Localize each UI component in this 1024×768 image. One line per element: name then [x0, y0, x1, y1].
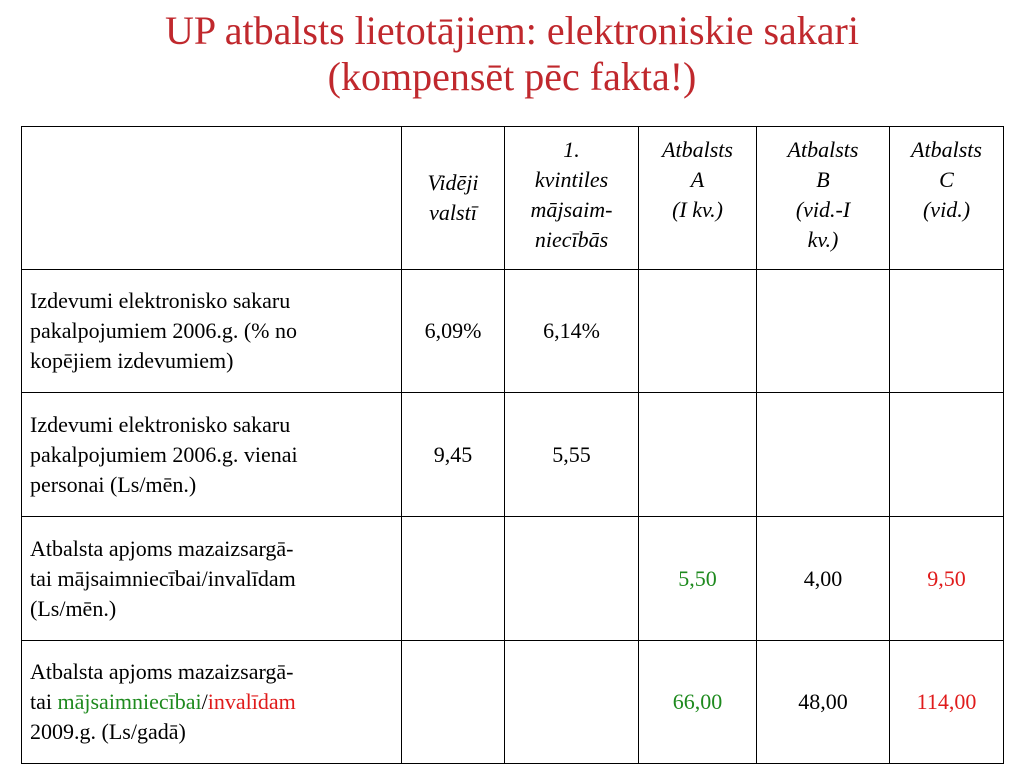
- row-label: Atbalsta apjoms mazaizsargā- tai mājsaimniecībai/invalīdam (Ls/mēn.): [22, 517, 402, 641]
- cell-first-quintile: [505, 641, 639, 764]
- cell-support-a: 5,50: [639, 517, 757, 641]
- cell-support-b: 48,00: [757, 641, 890, 764]
- header-support-a: Atbalsts A (I kv.): [639, 127, 757, 270]
- row-label: Izdevumi elektronisko sakaru pakalpojumiem 2006.g. (% no kopējiem izdevumiem): [22, 270, 402, 393]
- row-label: Atbalsta apjoms mazaizsargā- tai mājsaimniecībai/invalīdam 2009.g. (Ls/gadā): [22, 641, 402, 764]
- cell-national-average: 6,09%: [402, 270, 505, 393]
- table-row: [22, 517, 1004, 641]
- cell-support-a: [639, 270, 757, 393]
- header-support-b: Atbalsts B (vid.-I kv.): [757, 127, 890, 270]
- cell-first-quintile: 6,14%: [505, 270, 639, 393]
- cell-first-quintile: 5,55: [505, 393, 639, 517]
- cell-support-c: 9,50: [890, 517, 1004, 641]
- cell-support-a: 66,00: [639, 641, 757, 764]
- slide-title: [0, 8, 1024, 100]
- cell-support-c: 114,00: [890, 641, 1004, 764]
- header-row: [22, 127, 1004, 270]
- cell-support-a: [639, 393, 757, 517]
- header-support-c: Atbalsts C (vid.): [890, 127, 1004, 270]
- table-row: [22, 393, 1004, 517]
- cell-support-b: [757, 393, 890, 517]
- header-national-average: Vidēji valstī: [402, 127, 505, 270]
- cell-support-c: [890, 393, 1004, 517]
- cell-national-average: [402, 641, 505, 764]
- cell-first-quintile: [505, 517, 639, 641]
- header-first-quintile: 1. kvintiles mājsaim- niecībās: [505, 127, 639, 270]
- title-line-1: UP atbalsts lietotājiem: elektroniskie sakari: [165, 8, 859, 53]
- support-table: [21, 126, 1004, 764]
- cell-support-b: [757, 270, 890, 393]
- cell-national-average: 9,45: [402, 393, 505, 517]
- cell-national-average: [402, 517, 505, 641]
- row-label: Izdevumi elektronisko sakaru pakalpojumiem 2006.g. vienai personai (Ls/mēn.): [22, 393, 402, 517]
- title-line-2: (kompensēt pēc fakta!): [327, 54, 697, 99]
- disabled-person-label: invalīdam: [207, 689, 296, 714]
- header-empty-cell: [22, 127, 402, 270]
- cell-support-b: 4,00: [757, 517, 890, 641]
- household-label: mājsaimniecībai: [57, 689, 202, 714]
- table-row: [22, 641, 1004, 764]
- table-row: [22, 270, 1004, 393]
- cell-support-c: [890, 270, 1004, 393]
